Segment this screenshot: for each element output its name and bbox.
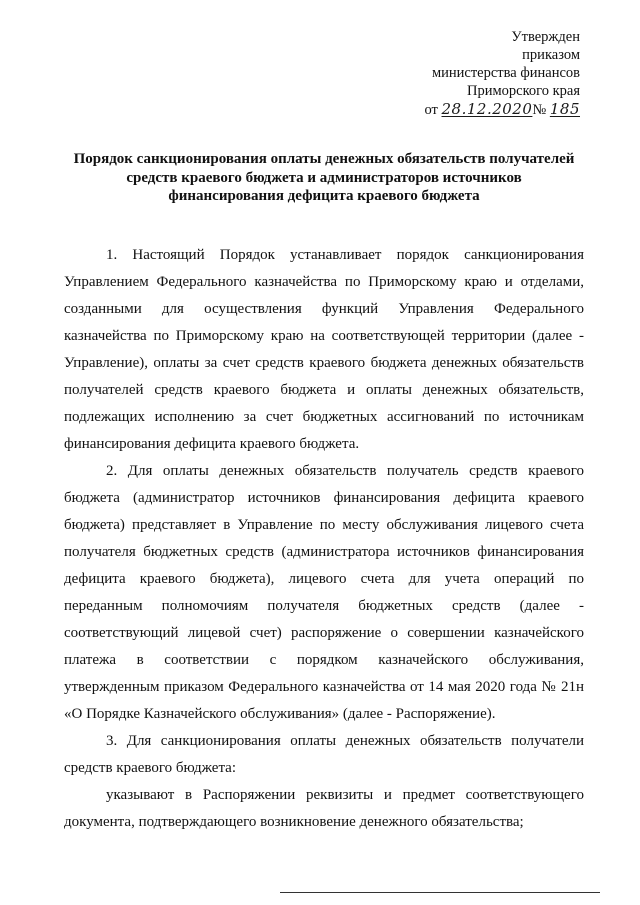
document-title xyxy=(64,150,584,206)
paragraph-1 xyxy=(64,242,584,458)
text-line: бюджета) представляет в Управление по месту обслуживания лицевого счета xyxy=(64,517,584,533)
text-line: получателя бюджетных средств (администратора источников финансирования xyxy=(64,544,584,560)
title-line-3: финансирования дефицита краевого бюджета xyxy=(168,188,480,204)
approval-line-3: министерства финансов xyxy=(431,65,580,81)
text-line: финансирования дефицита краевого бюджета. xyxy=(64,436,360,452)
approval-date-number xyxy=(424,100,580,119)
text-line: дефицита краевого бюджета), лицевого счета для учета операций по xyxy=(64,571,584,587)
text-line: указывают в Распоряжении реквизиты и предмет соответствующего xyxy=(106,787,584,803)
handwritten-number: 185 xyxy=(549,100,580,118)
text-line: 2. Для оплаты денежных обязательств получатель средств краевого xyxy=(106,463,584,479)
text-line: получателей средств краевого бюджета и оплаты денежных обязательств, xyxy=(64,382,584,398)
approval-line-1: Утвержден xyxy=(511,29,580,45)
title-line-2: средств краевого бюджета и администраторов источников xyxy=(126,169,522,186)
text-line: Управление), оплаты за счет средств краевого бюджета денежных обязательств xyxy=(64,355,584,371)
document-body xyxy=(64,242,584,836)
text-line: средств краевого бюджета: xyxy=(64,760,237,776)
approval-stamp xyxy=(424,28,580,119)
text-line: утвержденным приказом Федерального казначейства от 14 мая 2020 года № 21н xyxy=(64,679,584,695)
approval-line-4: Приморского края xyxy=(466,83,580,99)
approval-prefix-no: № xyxy=(532,102,547,118)
title-line-1: Порядок санкционирования оплаты денежных обязательств получателей xyxy=(73,151,575,167)
handwritten-date: 28.12.2020 xyxy=(441,100,533,118)
text-line: бюджета (администратор источников финансирования дефицита краевого xyxy=(64,490,584,506)
text-line: 3. Для санкционирования оплаты денежных обязательств получатели xyxy=(106,733,584,749)
text-line: документа, подтверждающего возникновение денежного обязательства; xyxy=(64,814,524,830)
approval-prefix-ot: от xyxy=(424,102,438,118)
text-line: созданными для осуществления функций Управления Федерального xyxy=(64,301,584,317)
text-line: подлежащих исполнению за счет бюджетных ассигнований по источникам xyxy=(64,409,584,425)
paragraph-2 xyxy=(64,458,584,728)
footer-rule xyxy=(280,892,600,893)
text-line: казначейства по Приморскому краю на соответствующей территории (далее - xyxy=(64,328,584,344)
text-line: 1. Настоящий Порядок устанавливает порядок санкционирования xyxy=(106,247,584,263)
paragraph-4 xyxy=(64,782,584,836)
text-line: переданным полномочиям получателя бюджетных средств (далее - xyxy=(64,598,584,614)
text-line: «О Порядке Казначейского обслуживания» (далее - Распоряжение). xyxy=(64,706,496,722)
text-line: соответствующий лицевой счет) распоряжение о совершении казначейского xyxy=(64,625,584,641)
paragraph-3 xyxy=(64,728,584,782)
approval-line-2: приказом xyxy=(522,47,580,63)
text-line: платежа в соответствии с порядком казначейского обслуживания, xyxy=(64,652,584,668)
text-line: Управлением Федерального казначейства по Приморскому краю и отделами, xyxy=(64,274,584,290)
